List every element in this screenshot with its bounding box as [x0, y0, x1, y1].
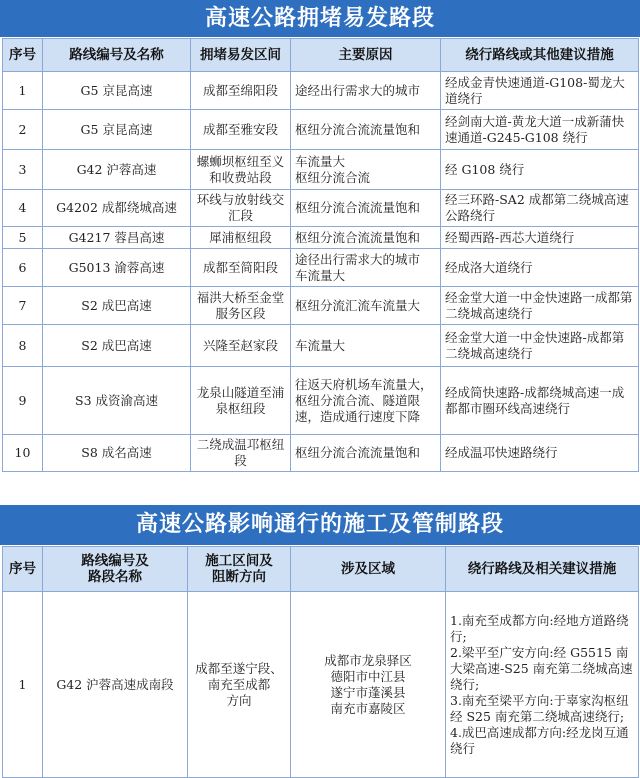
row-index: 3	[3, 150, 43, 190]
header-detour: 绕行路线或其他建议措施	[441, 39, 639, 72]
row-reason: 往返天府机场车流量大，枢纽分流合流、隧道限速，造成通行速度下降	[291, 367, 441, 435]
row-detour: 1.南充至成都方向:经地方道路绕行; 2.梁平至广安方向:经 G5515 南大梁高速-S25 南充第二绕城高速绕行; 3.南充至梁平方向:于辜家沟枢纽经 S25 南充第二绕城高速绕行; 4.成巴高速成都方向:经龙岗互通绕行	[446, 592, 639, 778]
header-route: 路线编号及 路段名称	[43, 547, 188, 592]
header-index: 序号	[3, 39, 43, 72]
table-row	[3, 150, 639, 190]
row-reason: 枢纽分流合流流量饱和	[291, 190, 441, 227]
header-route: 路线编号及名称	[43, 39, 191, 72]
header-detour: 绕行路线及相关建议措施	[446, 547, 639, 592]
row-reason: 途经出行需求大的城市	[291, 72, 441, 110]
row-route: G42 沪蓉高速成南段	[43, 592, 188, 778]
row-route: S3 成资渝高速	[43, 367, 191, 435]
row-reason: 枢纽分流汇流车流量大	[291, 287, 441, 325]
header-index: 序号	[3, 547, 43, 592]
header-area: 涉及区域	[291, 547, 446, 592]
table-row	[3, 367, 639, 435]
table-row	[3, 72, 639, 110]
row-route: G4202 成都绕城高速	[43, 190, 191, 227]
row-area: 成都市龙泉驿区 德阳市中江县 遂宁市蓬溪县 南充市嘉陵区	[291, 592, 446, 778]
row-section: 福洪大桥至金堂服务区段	[191, 287, 291, 325]
row-section: 二绕成温邛枢纽段	[191, 435, 291, 472]
table-row	[3, 249, 639, 287]
table-row	[3, 592, 639, 778]
row-route: S2 成巴高速	[43, 287, 191, 325]
row-route: G5013 渝蓉高速	[43, 249, 191, 287]
row-reason: 枢纽分流合流流量饱和	[291, 227, 441, 249]
row-detour: 经剑南大道-黄龙大道一成新蒲快速通道-G245-G108 绕行	[441, 110, 639, 150]
table-row	[3, 190, 639, 227]
row-index: 1	[3, 72, 43, 110]
header-section: 施工区间及 阻断方向	[188, 547, 291, 592]
table-header-row	[3, 547, 639, 592]
row-reason: 枢纽分流合流流量饱和	[291, 110, 441, 150]
row-reason: 途径出行需求大的城市 车流量大	[291, 249, 441, 287]
table-header-row	[3, 39, 639, 72]
row-index: 2	[3, 110, 43, 150]
row-section: 犀浦枢纽段	[191, 227, 291, 249]
row-index: 1	[3, 592, 43, 778]
row-index: 10	[3, 435, 43, 472]
row-route: G5 京昆高速	[43, 72, 191, 110]
row-detour: 经成温邛快速路绕行	[441, 435, 639, 472]
row-section: 兴隆至赵家段	[191, 325, 291, 367]
congestion-table	[2, 38, 639, 472]
row-reason: 车流量大	[291, 325, 441, 367]
row-detour: 经成金青快速通道-G108-蜀龙大道绕行	[441, 72, 639, 110]
table-row	[3, 435, 639, 472]
row-route: G5 京昆高速	[43, 110, 191, 150]
row-reason: 枢纽分流合流流量饱和	[291, 435, 441, 472]
row-section: 成都至雅安段	[191, 110, 291, 150]
row-section: 成都至绵阳段	[191, 72, 291, 110]
row-route: G4217 蓉昌高速	[43, 227, 191, 249]
row-detour: 经成简快速路-成都绕城高速一成都都市圈环线高速绕行	[441, 367, 639, 435]
header-reason: 主要原因	[291, 39, 441, 72]
row-route: S8 成名高速	[43, 435, 191, 472]
table-row	[3, 325, 639, 367]
row-section: 成都至简阳段	[191, 249, 291, 287]
row-index: 8	[3, 325, 43, 367]
row-section: 螺蛳坝枢纽至义和收费站段	[191, 150, 291, 190]
row-detour: 经三环路-SA2 成都第二绕城高速公路绕行	[441, 190, 639, 227]
row-index: 7	[3, 287, 43, 325]
row-index: 6	[3, 249, 43, 287]
row-section: 成都至遂宁段、 南充至成都 方向	[188, 592, 291, 778]
row-detour: 经蜀西路-西芯大道绕行	[441, 227, 639, 249]
row-index: 4	[3, 190, 43, 227]
section2-title: 高速公路影响通行的施工及管制路段	[0, 505, 640, 545]
row-section: 龙泉山隧道至浦泉枢纽段	[191, 367, 291, 435]
section1-title: 高速公路拥堵易发路段	[0, 0, 640, 37]
construction-table	[2, 546, 639, 778]
row-index: 9	[3, 367, 43, 435]
table-row	[3, 227, 639, 249]
row-detour: 经金堂大道一中金快速路-成都第二绕城高速绕行	[441, 325, 639, 367]
row-section: 环线与放射线交汇段	[191, 190, 291, 227]
row-detour: 经金堂大道一中金快速路一成都第二绕城高速绕行	[441, 287, 639, 325]
row-detour: 经 G108 绕行	[441, 150, 639, 190]
row-reason: 车流量大 枢纽分流合流	[291, 150, 441, 190]
row-index: 5	[3, 227, 43, 249]
row-route: G42 沪蓉高速	[43, 150, 191, 190]
row-detour: 经成洛大道绕行	[441, 249, 639, 287]
table-row	[3, 287, 639, 325]
header-section: 拥堵易发区间	[191, 39, 291, 72]
row-route: S2 成巴高速	[43, 325, 191, 367]
table-row	[3, 110, 639, 150]
